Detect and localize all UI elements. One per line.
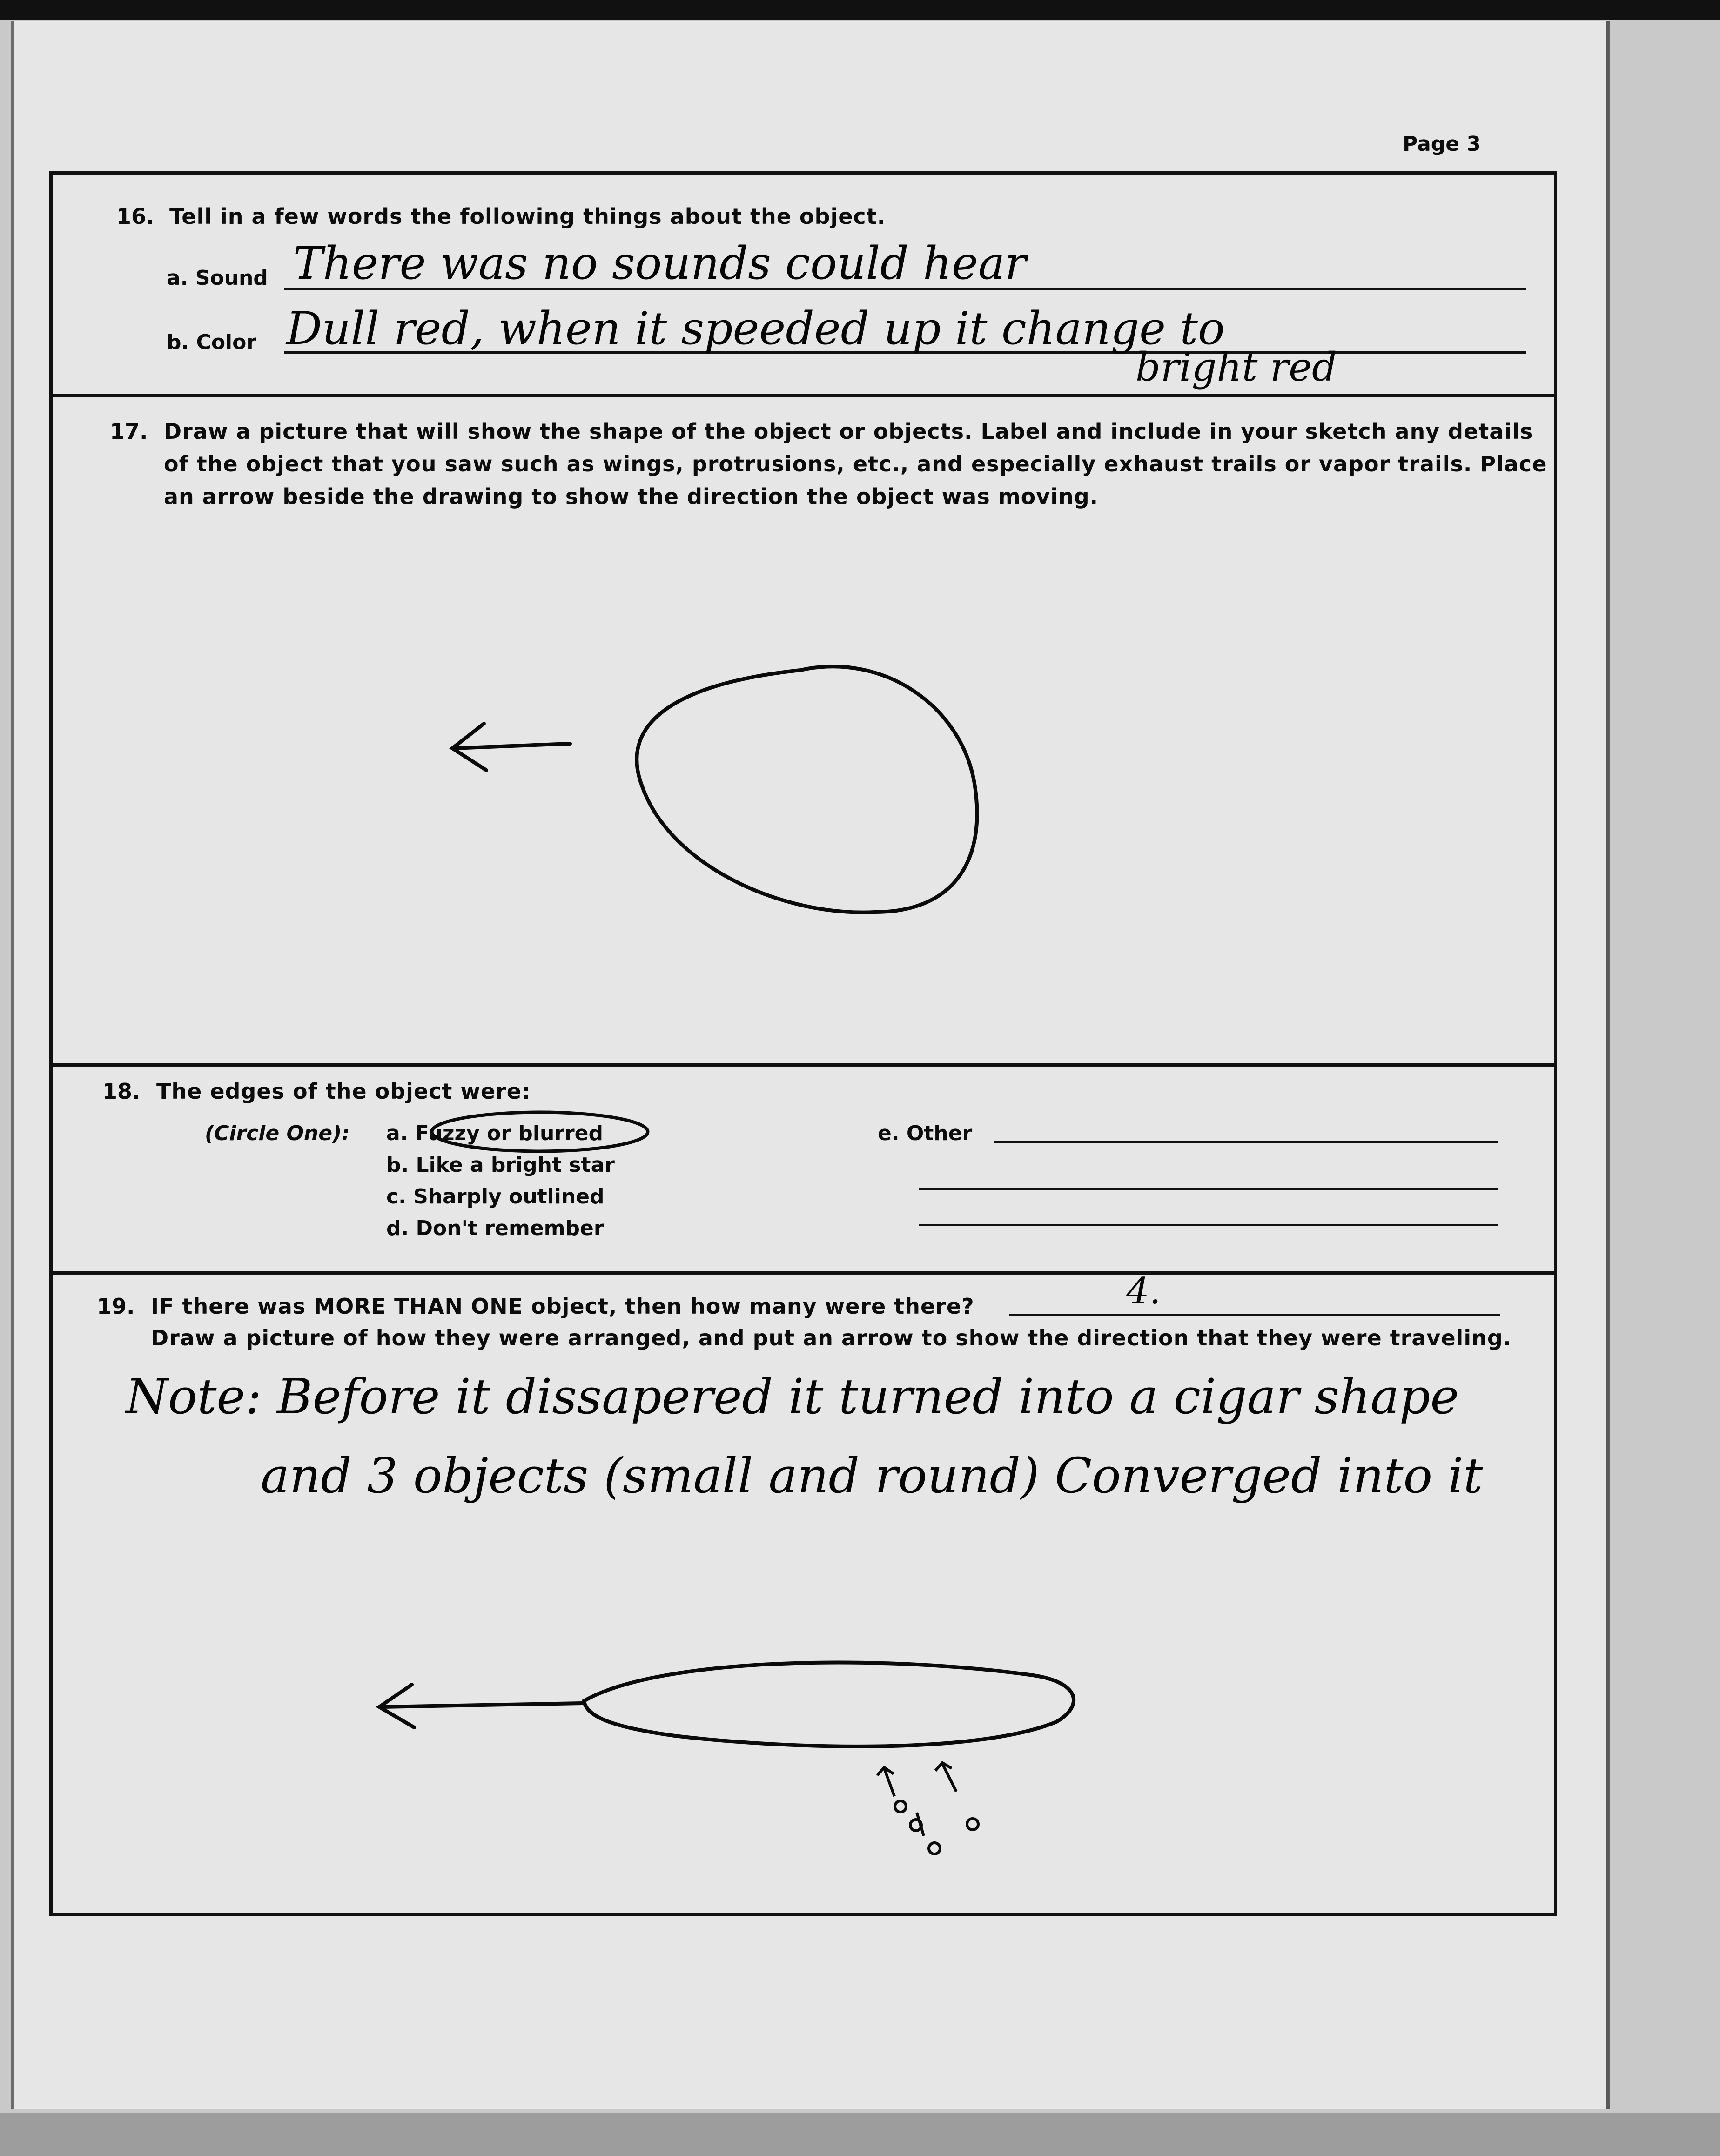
- other-answer-line-2: [919, 1188, 1498, 1190]
- round-object-drawing: [637, 666, 977, 912]
- question-16-text: Tell in a few words the following things about the object.: [169, 204, 886, 229]
- question-18-number: 18.: [102, 1079, 141, 1104]
- note-line-1[interactable]: Note: Before it dissapered it turned into a cigar shape: [126, 1368, 1459, 1425]
- question-19-number: 19.: [97, 1294, 135, 1319]
- color-label: b. Color: [167, 330, 257, 354]
- question-17-number: 17.: [110, 419, 148, 444]
- question-17-line-3: an arrow beside the drawing to show the direction the object was moving.: [164, 484, 1099, 509]
- edge-option-other[interactable]: e. Other: [878, 1122, 973, 1145]
- question-19-line-2: Draw a picture of how they were arranged, and put an arrow to show the direction that they were traveling.: [151, 1325, 1512, 1350]
- direction-arrow-left-icon: [452, 724, 570, 770]
- circle-one-label: (Circle One):: [205, 1122, 350, 1145]
- edge-option-fuzzy[interactable]: a. Fuzzy or blurred: [386, 1122, 604, 1145]
- question-19-line-1: IF there was MORE THAN ONE object, then how many were there?: [151, 1294, 974, 1319]
- question-17-line-2: of the object that you saw such as wings, protrusions, etc., and especially exhaust trails or vapor trails. Place: [164, 451, 1547, 477]
- question-17-line-1: Draw a picture that will show the shape of the object or objects. Label and include in your sketch any details: [164, 419, 1533, 444]
- other-answer-line-1: [994, 1141, 1498, 1143]
- color-answer[interactable]: Dull red, when it speeded up it change to: [286, 302, 1225, 355]
- edge-option-sharply-outlined[interactable]: c. Sharply outlined: [386, 1185, 605, 1209]
- question-18-text: The edges of the object were:: [156, 1079, 531, 1104]
- other-answer-line-3: [919, 1224, 1498, 1226]
- note-line-2[interactable]: and 3 objects (small and round) Converged into it: [261, 1447, 1483, 1504]
- edge-option-bright-star[interactable]: b. Like a bright star: [386, 1153, 615, 1177]
- question-16-number: 16.: [116, 204, 155, 229]
- page-number: Page 3: [1403, 132, 1481, 156]
- sound-answer[interactable]: There was no sounds could hear: [293, 237, 1026, 289]
- object-count-line: [1009, 1314, 1500, 1316]
- color-answer-continuation[interactable]: bright red: [1135, 344, 1337, 390]
- object-count-answer[interactable]: 4.: [1126, 1270, 1161, 1312]
- sound-label: a. Sound: [167, 266, 268, 290]
- edge-option-dont-remember[interactable]: d. Don't remember: [386, 1216, 604, 1240]
